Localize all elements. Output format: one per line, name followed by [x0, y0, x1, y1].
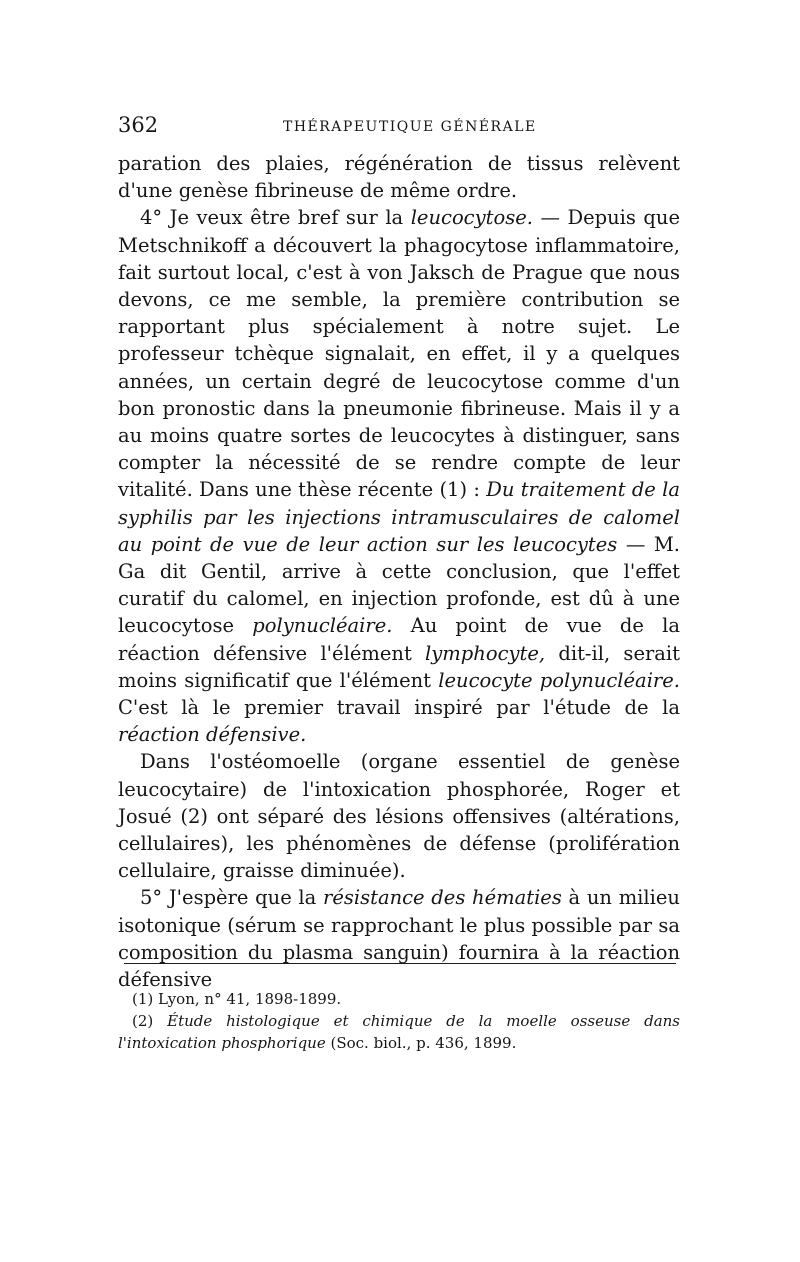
italic-text: leucocyte polynucléaire. [438, 668, 680, 692]
italic-text: lymphocyte, [425, 641, 546, 665]
footnote-divider [124, 963, 676, 964]
italic-text: Du traitement de la syphilis par les injections intramusculaires de calomel au point de vue de leur action sur les leucocytes [118, 478, 680, 556]
text-run: (2) [132, 1012, 168, 1030]
text-run: à un milieu isotonique (sérum se rapprochant le plus possible par sa composition du plasma sanguin) fournira à la réaction défensive [118, 886, 680, 992]
text-run: paration des plaies, régénération de tissus relèvent d'une genèse fibrineuse de même ordre. [118, 152, 680, 203]
text-run: Au point de vue de la réaction défensive l'élément [118, 614, 680, 665]
italic-text: leucocytose. [410, 206, 533, 230]
italic-text: polynucléaire. [252, 614, 393, 638]
paragraph [118, 748, 680, 884]
text-run: dit-il, serait moins significatif que l'élément [118, 641, 680, 692]
paragraph [118, 884, 680, 993]
text-run: — M. Ga dit Gentil, arrive à cette conclusion, que l'effet curatif du calomel, en injection profonde, est dû à une leucocytose [118, 532, 680, 638]
footnote [118, 988, 680, 1010]
page-number: 362 [118, 113, 159, 137]
footnote [118, 1010, 680, 1054]
body-text [118, 150, 680, 993]
text-run: 4° Je veux être bref sur la [140, 206, 411, 230]
text-run: Dans l'ostéomoelle (organe essentiel de genèse leucocytaire) de l'intoxication phosphorée, Roger et Josué (2) ont séparé des lésions offensives (altérations, cellulaires), les phénomènes de défense (prolifération cellulaire, graisse diminuée). [118, 750, 680, 883]
paragraph [118, 204, 680, 748]
italic-text: réaction défensive. [118, 723, 307, 747]
paragraph [118, 150, 680, 204]
page-header [118, 113, 680, 143]
text-run: C'est là le premier travail inspiré par l'étude de la [118, 696, 680, 720]
text-run: — Depuis que Metschnikoff a découvert la phagocytose inflammatoire, fait surtout local, c'est à von Jaksch de Prague que nous devons, ce me semble, la première contribution se rapportant plus spécialement à notre sujet. Le professeur tchèque signalait, en effet, il y a quelques années, un certain degré de leucocytose comme d'un bon pronostic dans la pneumonie fibrineuse. Mais il y a au moins quatre sortes de leucocytes à distinguer, sans compter la nécessité de se rendre compte de leur vitalité. Dans une thèse récente (1) : [118, 206, 680, 502]
text-run: (1) Lyon, n° 41, 1898-1899. [132, 990, 342, 1008]
footnotes [118, 988, 680, 1054]
italic-text: résistance des hématies [323, 886, 562, 910]
running-title: THÉRAPEUTIQUE GÉNÉRALE [283, 119, 537, 135]
italic-text: Étude histologique et chimique de la moelle osseuse dans l'intoxication phosphorique [118, 1012, 680, 1052]
text-run: 5° J'espère que la [140, 886, 323, 910]
text-run: (Soc. biol., p. 436, 1899. [325, 1034, 517, 1052]
